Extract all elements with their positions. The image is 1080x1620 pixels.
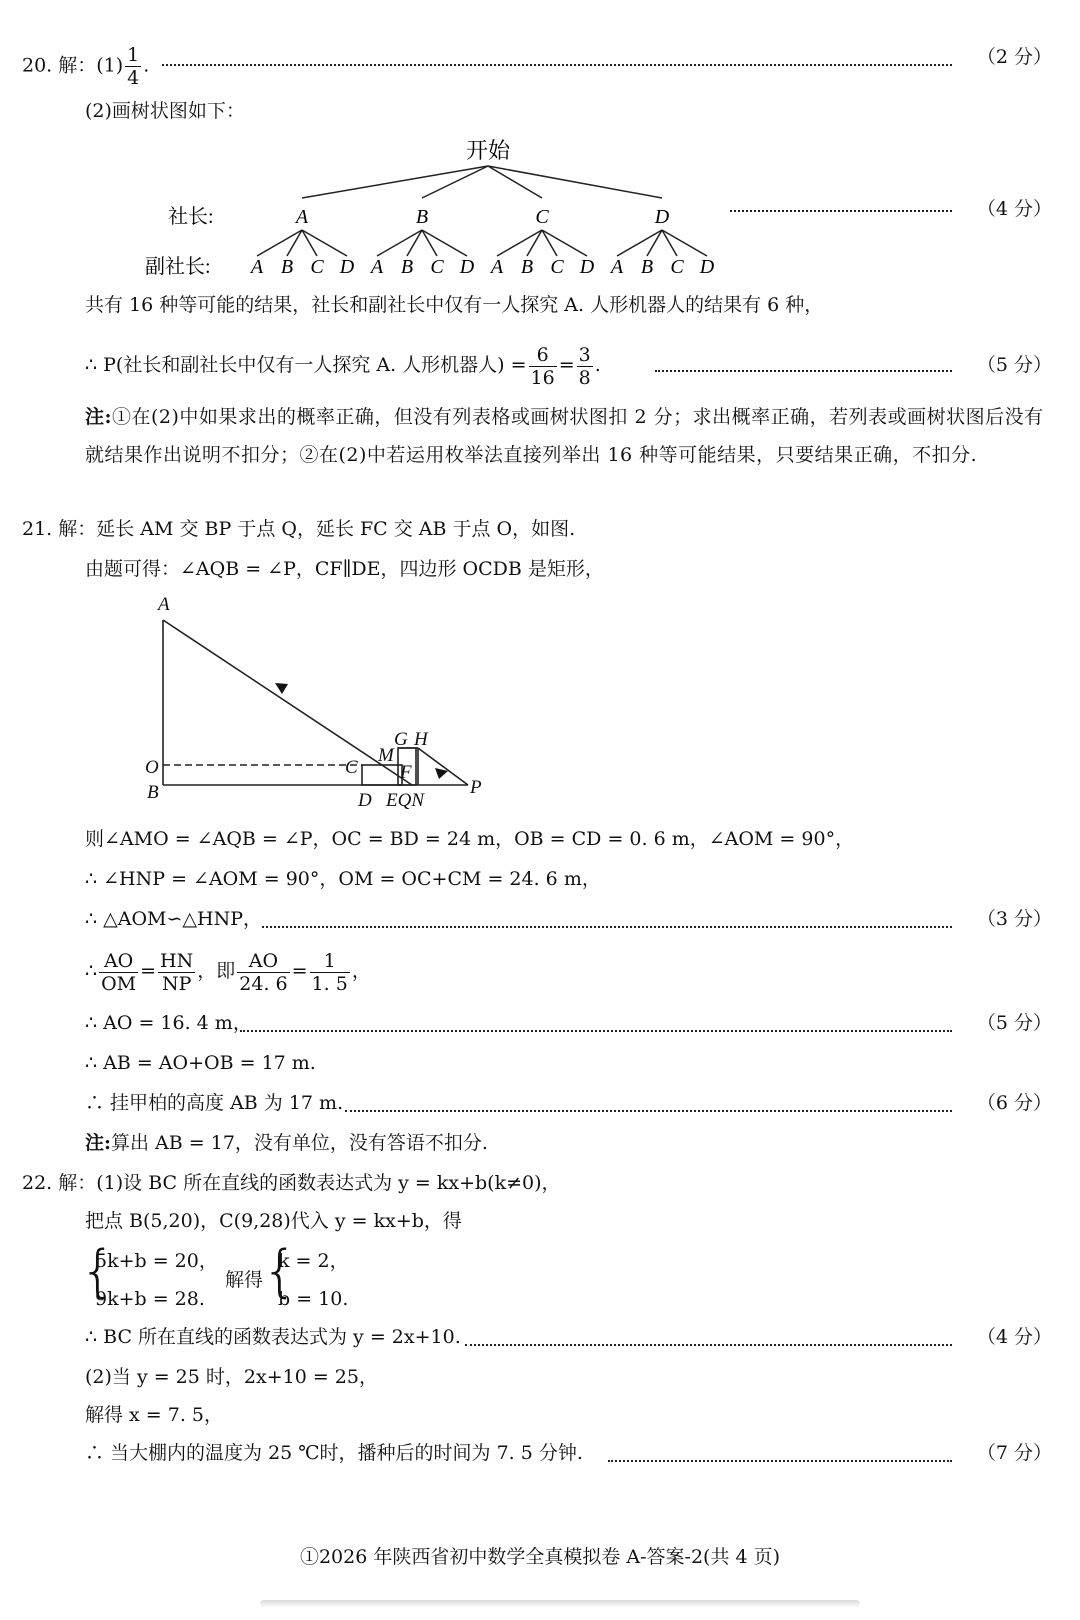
tree-node-level2: A: [610, 256, 624, 278]
label-O: O: [145, 757, 159, 778]
tree-node-level1: C: [535, 206, 549, 228]
tree-node-level2: C: [670, 256, 684, 278]
q22-line5: 解得 x = 7. 5，: [85, 1404, 224, 1426]
q22-solution-k: k = 2，: [278, 1250, 349, 1272]
q22-solution-b: b = 10.: [278, 1288, 349, 1310]
q22-line6: ∴ 当大棚内的温度为 25 ℃时，播种后的时间为 7. 5 分钟.: [85, 1442, 583, 1464]
q21-score-6: （6 分）: [976, 1092, 1052, 1114]
q21-line2: 由题可得：∠AQB = ∠P，CF∥DE，四边形 OCDB 是矩形，: [85, 558, 604, 580]
segment-HP: [418, 748, 468, 785]
q22-line4: (2)当 y = 25 时，2x+10 = 25，: [85, 1366, 378, 1388]
tree-node-level2: B: [520, 256, 534, 278]
arrow-marker-1: [275, 683, 288, 694]
leader-dots: [608, 1460, 952, 1462]
tree-node-level2: B: [640, 256, 654, 278]
tree-node-level1: B: [415, 206, 429, 228]
label-B: B: [147, 782, 159, 803]
tree-node-level2: D: [699, 256, 715, 278]
q20-score-4: （4 分）: [976, 198, 1052, 220]
label-M: M: [378, 745, 394, 766]
tree-node-level2: A: [370, 256, 384, 278]
q20-answer-fraction: $\frac{1}{4}$: [127, 44, 140, 89]
label-G: G: [394, 729, 408, 750]
leader-dots: [162, 64, 952, 66]
q21-line7: ∴ AO = 16. 4 m，: [85, 1012, 252, 1034]
tree-node-level2: C: [550, 256, 564, 278]
q20-part1: 20. 解：(1) $\frac{1}{4}$ .: [22, 44, 150, 89]
leader-dots: [345, 1110, 952, 1112]
q22-score-7: （7 分）: [976, 1442, 1052, 1464]
tree-root: 开始: [465, 138, 511, 163]
q20-score-5: （5 分）: [976, 354, 1052, 376]
q20-note: 注:①在(2)中如果求出的概率正确，但没有列表格或画树状图扣 2 分；求出概率正确，若列表或画树状图后没有就结果作出说明不扣分；②在(2)中若运用枚举法直接列举出 16 种等可能结果，只要结果正确，不扣分.: [85, 406, 1044, 466]
label-F: F: [400, 762, 412, 783]
q20-score-2: （2 分）: [976, 46, 1052, 68]
q20-part2: (2)画树状图如下：: [85, 100, 245, 122]
q21-score-3: （3 分）: [976, 908, 1052, 930]
page-bottom-shadow: [260, 1600, 860, 1608]
tree-node-level2: A: [490, 256, 504, 278]
tree-level1-label: 社长:: [168, 206, 214, 228]
q21-score-5: （5 分）: [976, 1012, 1052, 1034]
tree-node-level2: D: [459, 256, 475, 278]
q22-score-4: （4 分）: [976, 1326, 1052, 1348]
tree-node-level2: B: [400, 256, 414, 278]
leader-dots: [730, 210, 952, 212]
q21-proportion: ∴ $\frac{AO}{OM}$ = $\frac{HN}{NP}$ ，即 $\frac{AO}{24. 6}$ = $\frac{1}{1. 5}$ ，: [85, 949, 371, 995]
q20-probability: ∴ P(社长和副社长中仅有一人探究 A. 人形机器人) = $\frac{6}{16}$ = $\frac{3}{8}$ .: [85, 343, 601, 389]
tree-node-level2: C: [310, 256, 324, 278]
q22-line2: 把点 B(5,20)，C(9,28)代入 y = kx+b，得: [85, 1210, 462, 1232]
q21-line8: ∴ AB = AO+OB = 17 m.: [85, 1052, 316, 1074]
leader-dots: [262, 926, 952, 928]
tree-node-level1: D: [654, 206, 670, 228]
q21-line1: 21. 解：延长 AM 交 BP 于点 Q，延长 FC 交 AB 于点 O，如图.: [22, 518, 576, 540]
label-A: A: [158, 594, 170, 615]
page-footer: ①2026 年陕西省初中数学全真模拟卷 A-答案-2(共 4 页): [299, 1546, 781, 1568]
label-C: C: [345, 757, 358, 778]
q21-line9: ∴ 挂甲柏的高度 AB 为 17 m.: [85, 1092, 344, 1114]
label-P: P: [470, 777, 482, 798]
label-EQN: EQN: [386, 790, 424, 811]
label-D: D: [358, 790, 372, 811]
leader-dots: [240, 1030, 952, 1032]
leader-dots: [655, 370, 952, 372]
system-brace-left: {: [80, 1239, 116, 1304]
q21-figure: [130, 590, 630, 815]
q21-line5: ∴ △AOM∽△HNP，: [85, 908, 263, 930]
system-brace-right: {: [262, 1239, 298, 1304]
tree-branch: [422, 166, 488, 198]
q21-note: 注:算出 AB = 17，没有单位，没有答语不扣分.: [85, 1132, 488, 1154]
tree-node-level2: B: [280, 256, 294, 278]
q21-line4: ∴ ∠HNP = ∠AOM = 90°，OM = OC+CM = 24. 6 m，: [85, 868, 601, 890]
tree-node-level2: D: [579, 256, 595, 278]
leader-dots: [465, 1344, 952, 1346]
q20-label: 20. 解：(1): [22, 54, 124, 77]
q22-system-eq1: 5k+b = 20，: [95, 1250, 218, 1272]
q20-result: 共有 16 种等可能的结果，社长和副社长中仅有一人探究 A. 人形机器人的结果有 6 种，: [85, 294, 824, 316]
tree-node-level2: C: [430, 256, 444, 278]
tree-node-level1: A: [295, 206, 309, 228]
tree-node-level2: D: [339, 256, 355, 278]
tree-node-level2: A: [250, 256, 264, 278]
tree-branch: [302, 166, 488, 198]
tree-level2-label: 副社长:: [145, 256, 211, 278]
q22-line1: 22. 解：(1)设 BC 所在直线的函数表达式为 y = kx+b(k≠0)，: [22, 1172, 561, 1194]
label-H: H: [414, 729, 428, 750]
line-AQ: [163, 620, 412, 785]
q22-line3: ∴ BC 所在直线的函数表达式为 y = 2x+10.: [85, 1326, 461, 1348]
q22-solve-label: 解得: [225, 1269, 264, 1291]
q21-line3: 则∠AMO = ∠AQB = ∠P，OC = BD = 24 m，OB = CD = 0. 6 m，∠AOM = 90°，: [85, 828, 855, 850]
q22-system-eq2: 9k+b = 28.: [95, 1288, 205, 1310]
